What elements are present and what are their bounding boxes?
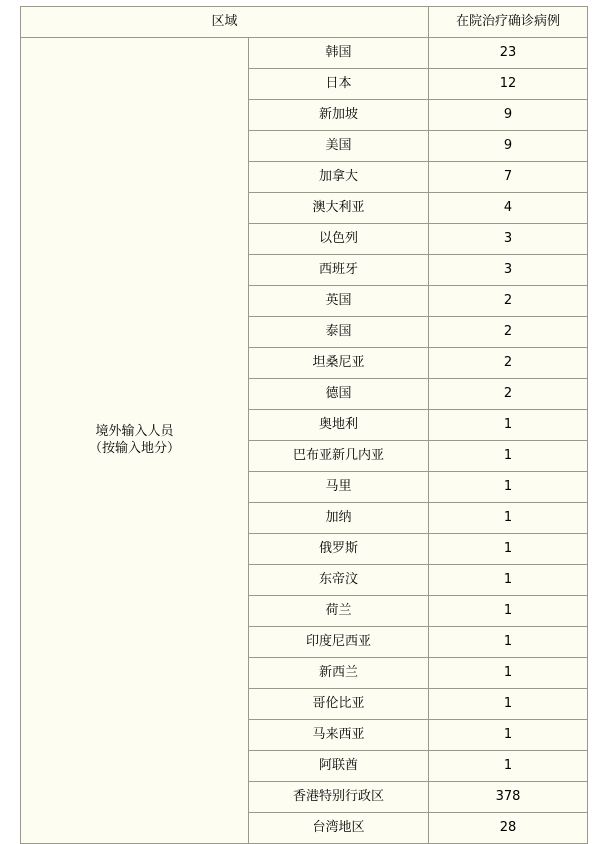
row-count: 4	[429, 193, 588, 224]
row-name: 新西兰	[249, 658, 429, 689]
row-name: 哥伦比亚	[249, 689, 429, 720]
row-name: 西班牙	[249, 255, 429, 286]
row-count: 378	[429, 782, 588, 813]
row-count: 9	[429, 100, 588, 131]
table-body	[21, 7, 588, 844]
row-count: 3	[429, 255, 588, 286]
header-count: 在院治疗确诊病例	[429, 7, 588, 38]
row-count: 1	[429, 410, 588, 441]
row-name: 加纳	[249, 503, 429, 534]
row-name: 以色列	[249, 224, 429, 255]
row-name: 马里	[249, 472, 429, 503]
row-count: 9	[429, 131, 588, 162]
row-count: 1	[429, 596, 588, 627]
row-name: 日本	[249, 69, 429, 100]
table-row	[21, 38, 588, 69]
row-name: 俄罗斯	[249, 534, 429, 565]
row-count: 2	[429, 286, 588, 317]
row-count: 12	[429, 69, 588, 100]
group-label-line1: 境外输入人员	[95, 423, 174, 439]
row-count: 1	[429, 534, 588, 565]
row-count: 1	[429, 441, 588, 472]
row-count: 1	[429, 627, 588, 658]
row-count: 2	[429, 379, 588, 410]
row-name: 新加坡	[249, 100, 429, 131]
row-count: 1	[429, 720, 588, 751]
row-name: 东帝汶	[249, 565, 429, 596]
row-name: 美国	[249, 131, 429, 162]
row-name: 荷兰	[249, 596, 429, 627]
row-name: 加拿大	[249, 162, 429, 193]
row-count: 1	[429, 751, 588, 782]
group-label-cell	[21, 38, 249, 844]
table-container	[0, 6, 607, 844]
row-name: 英国	[249, 286, 429, 317]
row-name: 坦桑尼亚	[249, 348, 429, 379]
row-name: 泰国	[249, 317, 429, 348]
row-count: 2	[429, 348, 588, 379]
table-header-row	[21, 7, 588, 38]
row-name: 印度尼西亚	[249, 627, 429, 658]
covid-cases-table	[20, 6, 588, 844]
row-count: 1	[429, 689, 588, 720]
row-name: 韩国	[249, 38, 429, 69]
row-count: 23	[429, 38, 588, 69]
row-name: 马来西亚	[249, 720, 429, 751]
row-count: 3	[429, 224, 588, 255]
row-name: 巴布亚新几内亚	[249, 441, 429, 472]
row-name: 香港特别行政区	[249, 782, 429, 813]
row-name: 澳大利亚	[249, 193, 429, 224]
row-count: 7	[429, 162, 588, 193]
row-count: 28	[429, 813, 588, 844]
group-label-line2: （按输入地分）	[88, 440, 180, 456]
row-name: 德国	[249, 379, 429, 410]
row-count: 1	[429, 472, 588, 503]
row-count: 1	[429, 658, 588, 689]
row-name: 台湾地区	[249, 813, 429, 844]
row-name: 奥地利	[249, 410, 429, 441]
header-region: 区域	[21, 7, 429, 38]
row-count: 1	[429, 503, 588, 534]
row-count: 1	[429, 565, 588, 596]
row-count: 2	[429, 317, 588, 348]
row-name: 阿联酋	[249, 751, 429, 782]
